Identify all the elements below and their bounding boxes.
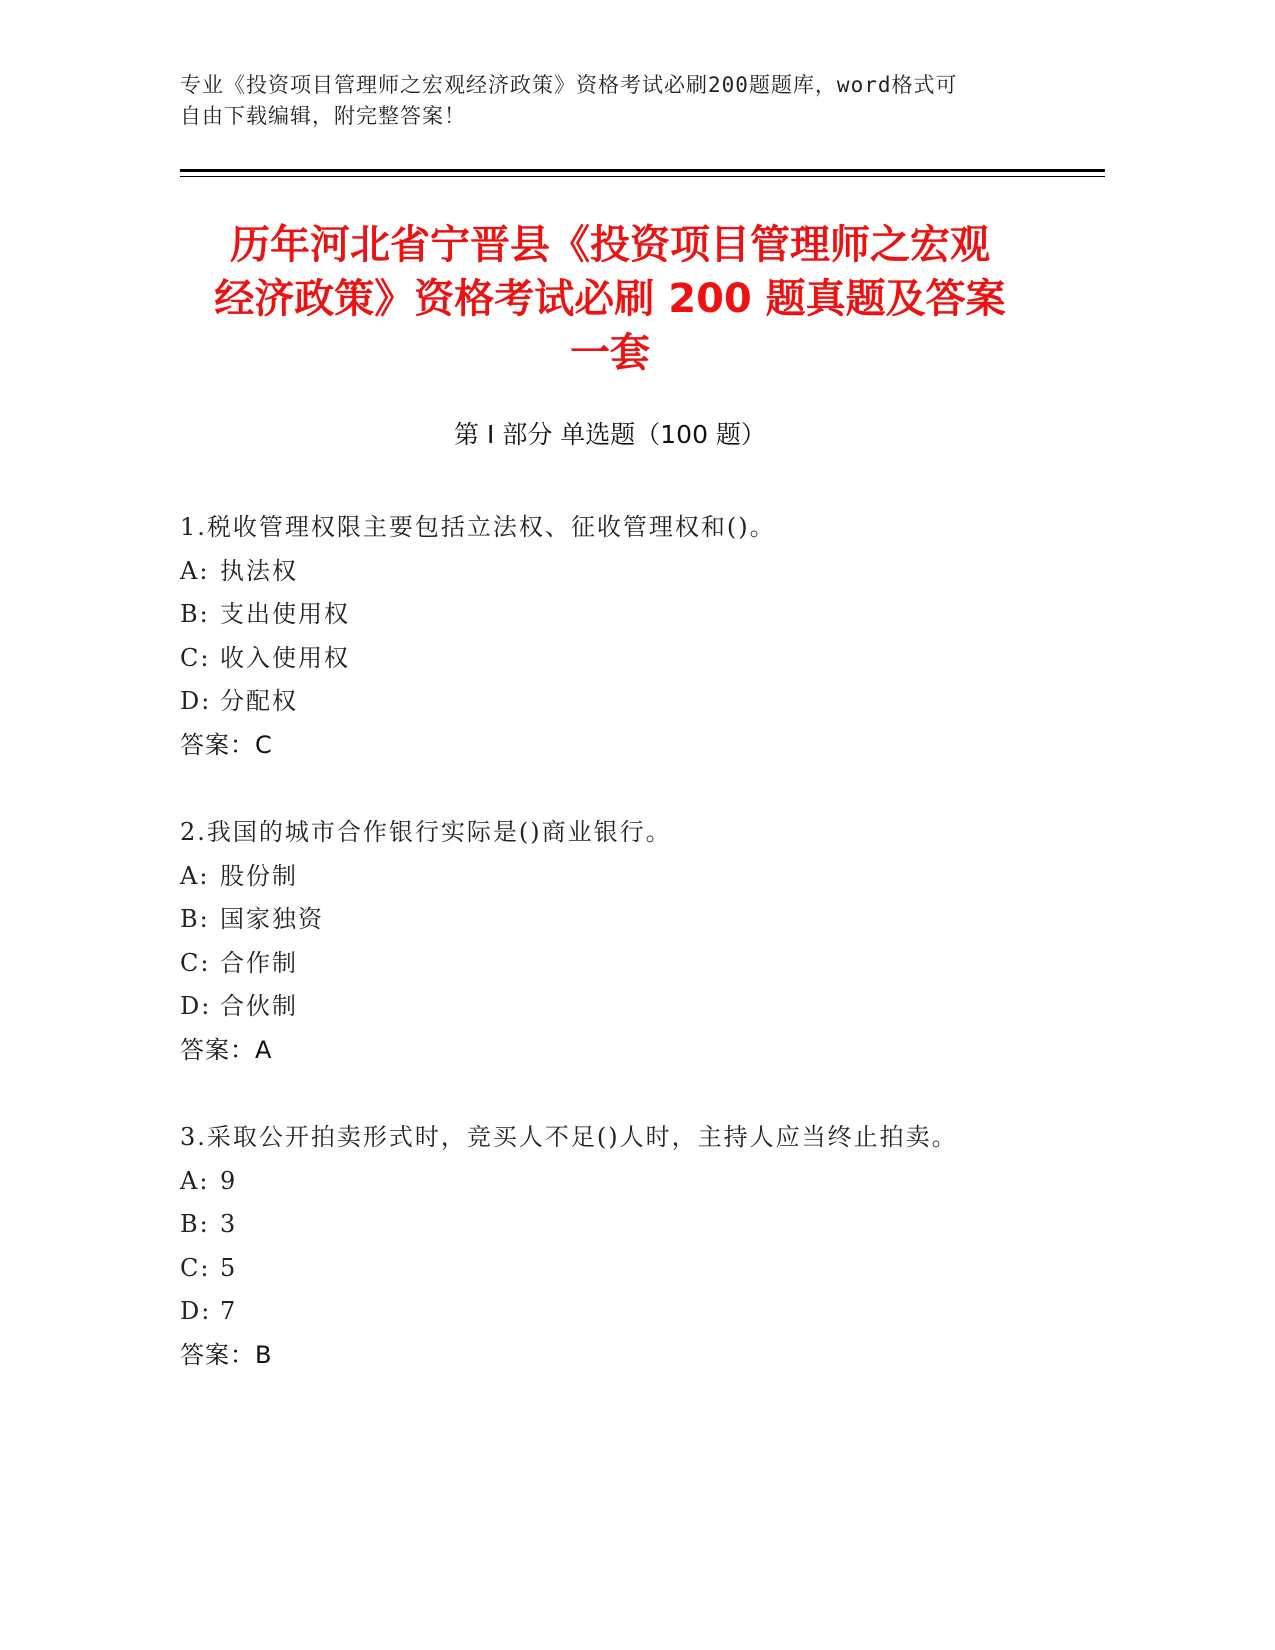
option-a [180,855,1130,899]
question-stem: 1.税收管理权限主要包括立法权、征收管理权和()。 [180,513,776,541]
question-stem: 2.我国的城市合作银行实际是()商业银行。 [180,818,672,846]
option-letter: C: [180,1253,211,1282]
header-note-line-2: 自由下载编辑，附完整答案！ [180,104,466,128]
option-b [180,1203,1130,1247]
option-letter: B: [180,1210,210,1238]
header-note [180,70,1060,132]
option-b [180,593,1130,637]
answer-line: 答案：B [180,1340,273,1369]
option-d [180,985,1130,1029]
option-b [180,898,1130,942]
answer-line: 答案：A [180,1035,273,1064]
question-block [180,506,1130,767]
option-c [180,942,1130,986]
option-d [180,680,1130,724]
option-d [180,1290,1130,1334]
option-text: 执法权 [220,556,298,585]
header-divider-thick [180,169,1105,172]
option-text: 支出使用权 [220,600,350,628]
header-note-line-1: 专业《投资项目管理师之宏观经济政策》资格考试必刷200题题库，word格式可 [180,73,958,97]
question-block [180,1116,1130,1377]
option-text: 7 [220,1297,238,1325]
option-letter: D: [180,992,212,1020]
section-heading: 第 I 部分 单选题（100 题） [454,420,766,449]
option-c [180,637,1130,681]
option-letter: C: [180,643,211,672]
title-line-3: 一套 [570,330,650,376]
document-title [180,218,1040,380]
option-letter: A: [180,861,210,890]
header-divider-thin [180,176,1105,177]
option-text: 3 [220,1210,238,1238]
option-text: 合伙制 [220,992,298,1020]
option-letter: A: [180,556,210,585]
option-a [180,550,1130,594]
option-letter: D: [180,687,212,715]
option-text: 收入使用权 [220,643,350,672]
option-c [180,1247,1130,1291]
option-text: 9 [220,1166,238,1195]
option-letter: B: [180,600,210,628]
question-block [180,811,1130,1072]
option-text: 分配权 [220,687,298,715]
option-a [180,1160,1130,1204]
title-line-2: 经济政策》资格考试必刷 200 题真题及答案 [214,276,1006,322]
option-letter: B: [180,905,210,933]
option-letter: C: [180,948,211,977]
question-stem: 3.采取公开拍卖形式时，竞买人不足()人时，主持人应当终止拍卖。 [180,1123,958,1151]
option-letter: D: [180,1297,212,1325]
option-text: 股份制 [220,861,298,890]
option-text: 5 [220,1253,238,1282]
title-line-1: 历年河北省宁晋县《投资项目管理师之宏观 [230,222,990,268]
option-text: 合作制 [220,948,298,977]
option-text: 国家独资 [220,905,324,933]
option-letter: A: [180,1166,210,1195]
answer-line: 答案：C [180,730,273,759]
